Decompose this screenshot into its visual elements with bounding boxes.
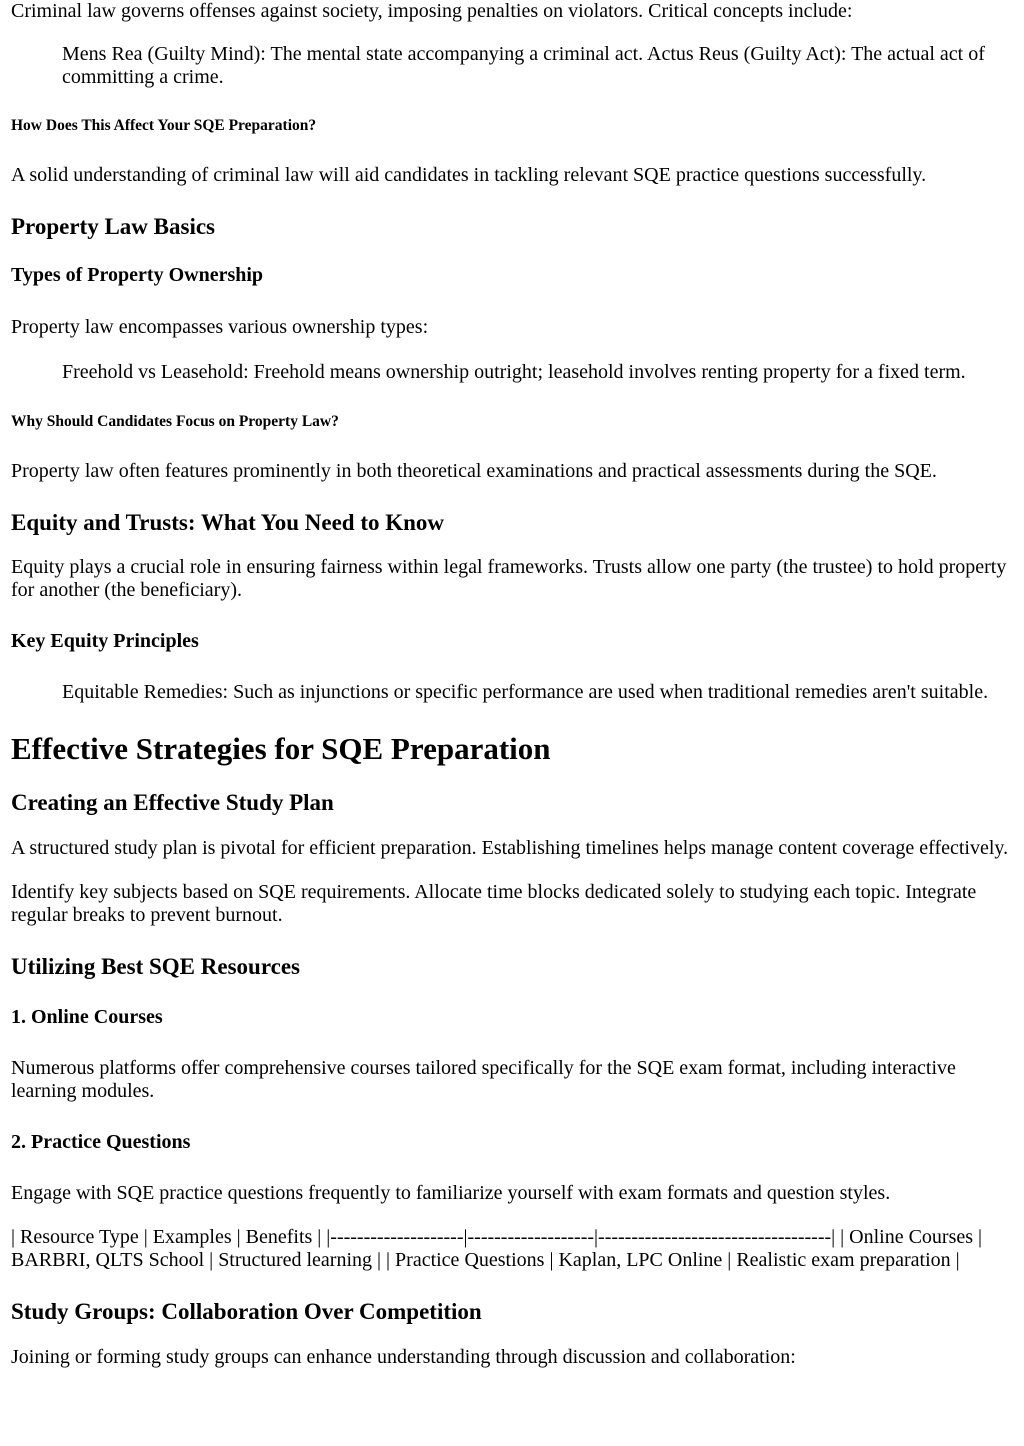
equity-trusts-paragraph: Equity plays a crucial role in ensuring fairness within legal frameworks. Trusts allow one party (the trustee) to hold property for another (the beneficiary). (11, 556, 1007, 601)
online-courses-heading: 1. Online Courses (11, 1006, 163, 1028)
equity-trusts-heading: Equity and Trusts: What You Need to Know (11, 510, 445, 535)
practice-questions-paragraph: Engage with SQE practice questions frequently to familiarize yourself with exam formats and question styles. (11, 1182, 891, 1204)
online-courses-paragraph: Numerous platforms offer comprehensive courses tailored specifically for the SQE exam format, including interactive learning modules. (11, 1057, 956, 1102)
sqe-preparation-heading: How Does This Affect Your SQE Preparation? (11, 117, 317, 134)
property-focus-paragraph: Property law often features prominently in both theoretical examinations and practical assessments during the SQE. (11, 460, 937, 482)
freehold-leasehold-block: Freehold vs Leasehold: Freehold means ownership outright; leasehold involves renting property for a fixed term. (62, 361, 966, 383)
practice-questions-heading: 2. Practice Questions (11, 1131, 191, 1153)
property-law-heading: Property Law Basics (11, 214, 216, 239)
property-ownership-heading: Types of Property Ownership (11, 264, 264, 286)
study-groups-paragraph: Joining or forming study groups can enhance understanding through discussion and collaboration: (11, 1346, 796, 1368)
equitable-remedies-block: Equitable Remedies: Such as injunctions or specific performance are used when traditional remedies aren't suitable. (62, 681, 989, 703)
study-plan-paragraph-2: Identify key subjects based on SQE requirements. Allocate time blocks dedicated solely to studying each topic. Integrate regular breaks to prevent burnout. (11, 881, 977, 926)
study-groups-heading: Study Groups: Collaboration Over Competition (11, 1299, 482, 1324)
property-focus-heading: Why Should Candidates Focus on Property Law? (11, 413, 339, 430)
equity-principles-heading: Key Equity Principles (11, 630, 199, 652)
sqe-resources-heading: Utilizing Best SQE Resources (11, 954, 300, 979)
criminal-intro-paragraph: Criminal law governs offenses against society, imposing penalties on violators. Critical concepts include: (11, 0, 853, 22)
property-types-intro: Property law encompasses various ownership types: (11, 316, 429, 338)
study-plan-paragraph-1: A structured study plan is pivotal for efficient preparation. Establishing timelines helps manage content coverage effectively. (11, 837, 1009, 859)
resources-table-text: | Resource Type | Examples | Benefits | |--------------------|-------------------|-----------------------------------| | Online Courses | BARBRI, QLTS School | Structured learning | | Practice Questions | Kaplan, LPC Online | Realistic exam preparation | (11, 1226, 983, 1271)
criminal-concepts-block: Mens Rea (Guilty Mind): The mental state accompanying a criminal act. Actus Reus (Guilty Act): The actual act of committing a crime. (62, 43, 985, 88)
sqe-preparation-paragraph: A solid understanding of criminal law will aid candidates in tackling relevant SQE practice questions successfully. (11, 164, 927, 186)
sqe-strategies-heading: Effective Strategies for SQE Preparation (11, 731, 551, 766)
study-plan-heading: Creating an Effective Study Plan (11, 790, 334, 815)
